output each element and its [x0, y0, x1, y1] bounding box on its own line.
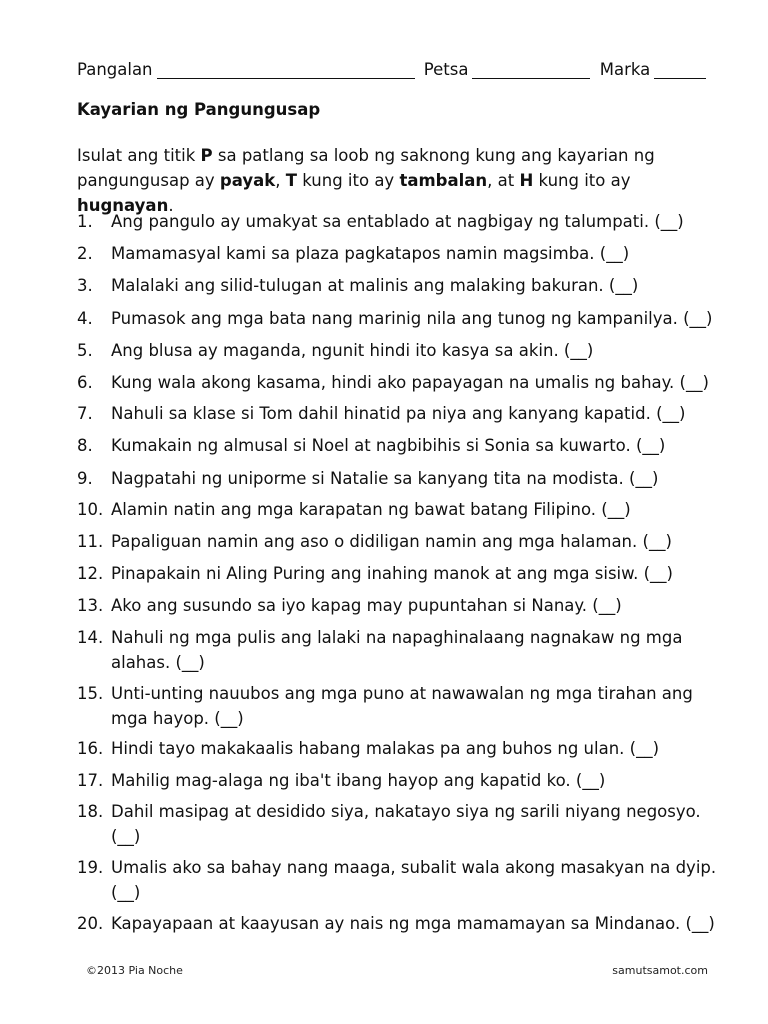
question-text: Umalis ako sa bahay nang maaga, subalit wala akong masakyan na dyip. (__) [111, 858, 717, 902]
question-text: Pumasok ang mga bata nang marinig nila ang tunog ng kampanilya. (__) [111, 309, 713, 328]
question-text: Nahuli sa klase si Tom dahil hinatid pa niya ang kanyang kapatid. (__) [111, 404, 686, 423]
question-number: 11. [77, 532, 104, 551]
header-line [77, 60, 722, 79]
question-number: 6. [77, 373, 93, 392]
question-number: 17. [77, 771, 104, 790]
question-text: Papaliguan namin ang aso o didiligan namin ang mga halaman. (__) [111, 532, 672, 551]
question-text: Ako ang susundo sa iyo kapag may pupuntahan si Nanay. (__) [111, 596, 622, 615]
score-label: Marka [599, 60, 651, 79]
question-text: Nahuli ng mga pulis ang lalaki na napaghinalaang nagnakaw ng mga alahas. (__) [111, 628, 683, 672]
date-label: Petsa [423, 60, 469, 79]
question-text: Pinapakain ni Aling Puring ang inahing manok at ang mga sisiw. (__) [111, 564, 673, 583]
question-number: 15. [77, 684, 104, 703]
question-number: 9. [77, 469, 93, 488]
date-blank [472, 61, 590, 79]
question-number: 10. [77, 500, 104, 519]
question-text: Kapayapaan at kaayusan ay nais ng mga mamamayan sa Mindanao. (__) [111, 914, 715, 933]
question-text: Ang pangulo ay umakyat sa entablado at nagbigay ng talumpati. (__) [111, 212, 684, 231]
question-number: 5. [77, 341, 93, 360]
question-text: Kung wala akong kasama, hindi ako papayagan na umalis ng bahay. (__) [111, 373, 709, 392]
score-blank [654, 61, 706, 79]
question-text: Kumakain ng almusal si Noel at nagbibihis si Sonia sa kuwarto. (__) [111, 436, 666, 455]
question-text: Mahilig mag-alaga ng iba't ibang hayop ang kapatid ko. (__) [111, 771, 606, 790]
question-text: Ang blusa ay maganda, ngunit hindi ito kasya sa akin. (__) [111, 341, 594, 360]
question-number: 8. [77, 436, 93, 455]
name-blank [157, 61, 415, 79]
footer-website: samutsamot.com [612, 964, 708, 977]
question-number: 16. [77, 739, 104, 758]
question-number: 2. [77, 244, 93, 263]
question-number: 18. [77, 802, 104, 821]
question-number: 12. [77, 564, 104, 583]
question-number: 4. [77, 309, 93, 328]
question-text: Unti-unting nauubos ang mga puno at nawawalan ng mga tirahan ang mga hayop. (__) [111, 684, 693, 728]
question-text: Alamin natin ang mga karapatan ng bawat batang Filipino. (__) [111, 500, 631, 519]
question-text: Malalaki ang silid-tulugan at malinis ang malaking bakuran. (__) [111, 276, 639, 295]
question-number: 20. [77, 914, 104, 933]
question-text: Mamamasyal kami sa plaza pagkatapos namin magsimba. (__) [111, 244, 630, 263]
question-text: Dahil masipag at desidido siya, nakatayo siya ng sarili niyang negosyo. (__) [111, 802, 701, 846]
footer-copyright: ©2013 Pia Noche [86, 964, 183, 977]
instructions: Isulat ang titik P sa patlang sa loob ng saknong kung ang kayarian ng pangungusap ay payak, T kung ito ay tambalan, at H kung ito ay hugnayan. [77, 146, 655, 215]
question-number: 3. [77, 276, 93, 295]
question-number: 13. [77, 596, 104, 615]
question-number: 19. [77, 858, 104, 877]
question-number: 1. [77, 212, 93, 231]
worksheet-title: Kayarian ng Pangungusap [77, 100, 321, 119]
question-number: 14. [77, 628, 104, 647]
question-number: 7. [77, 404, 93, 423]
question-text: Nagpatahi ng uniporme si Natalie sa kanyang tita na modista. (__) [111, 469, 659, 488]
name-label: Pangalan [77, 60, 153, 79]
question-text: Hindi tayo makakaalis habang malakas pa ang buhos ng ulan. (__) [111, 739, 660, 758]
